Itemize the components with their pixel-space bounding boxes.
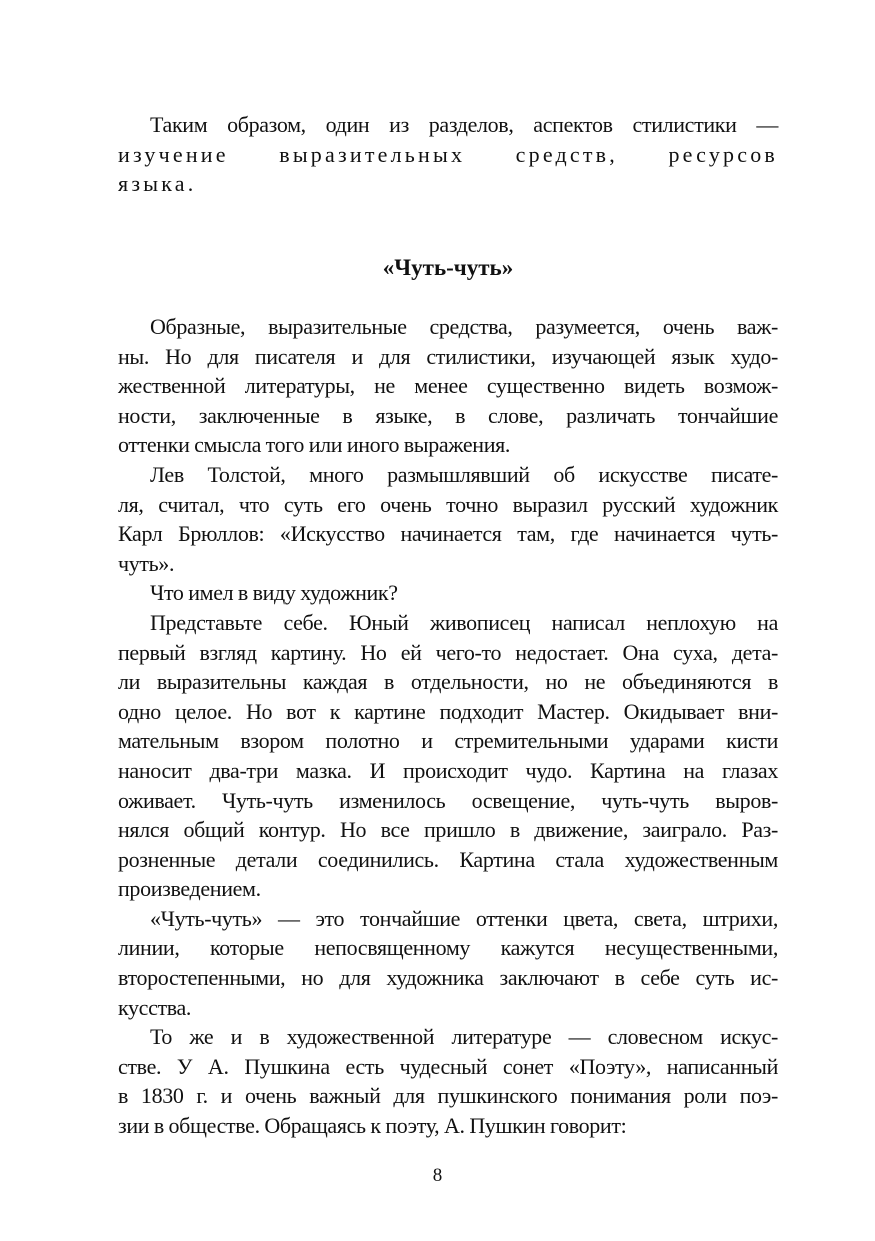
text-line: изучение выразительных средств, ресурсов — [118, 141, 778, 167]
text-line: ны. Но для писателя и для стилистики, изучающей язык худо- — [118, 343, 778, 369]
text-line: зии в обществе. Обращаясь к поэту, А. Пушкин говорит: — [118, 1113, 627, 1139]
text-line: оживает. Чуть-чуть изменилось освещение, чуть-чуть выров- — [118, 787, 778, 813]
paragraph — [118, 1022, 778, 1140]
text-line: ля, считал, что суть его очень точно выразил русский художник — [118, 491, 778, 517]
text-line: Образные, выразительные средства, разумеется, очень важ- — [150, 314, 778, 339]
text-line: одно целое. Но вот к картине подходит Мастер. Окидывает вни- — [118, 698, 778, 724]
text-line: в 1830 г. и очень важный для пушкинского понимания роли поэ- — [118, 1083, 778, 1109]
text-line: линии, которые непосвященному кажутся несущественными, — [118, 935, 778, 961]
section-heading: «Чуть-чуть» — [382, 255, 514, 280]
text-line: оттенки смысла того или иного выражения. — [118, 432, 511, 458]
text-line: второстепенными, но для художника заключают в себе суть ис- — [118, 965, 778, 991]
paragraph — [118, 460, 778, 578]
text-line: ности, заключенные в языке, в слове, различать тончайшие — [118, 402, 778, 428]
text-line: жественной литературы, не менее существенно видеть возмож- — [118, 373, 778, 399]
text-line: Таким образом, один из разделов, аспектов стилистики — — [150, 112, 778, 137]
text-line: То же и в художественной литературе — словесном искус- — [150, 1024, 778, 1050]
intro-paragraph — [118, 110, 778, 199]
section-body — [118, 312, 778, 1141]
paragraph — [118, 312, 778, 460]
paragraph — [118, 904, 778, 1022]
paragraph — [118, 608, 778, 904]
text-line: розненные детали соединились. Картина стала художественным — [118, 846, 778, 872]
text-line: произведением. — [118, 876, 261, 902]
text-line: ли выразительны каждая в отдельности, но не объединяются в — [118, 669, 778, 695]
text-line: кусства. — [118, 994, 192, 1020]
text-line: чуть». — [118, 550, 175, 576]
text-line: Представьте себе. Юный живописец написал неплохую на — [150, 609, 778, 635]
text-line: стве. У А. Пушкина есть чудесный сонет «Поэту», написанный — [118, 1053, 778, 1079]
text-line: Карл Брюллов: «Искусство начинается там, где начинается чуть- — [118, 521, 778, 547]
text-line: нялся общий контур. Но все пришло в движение, заиграло. Раз- — [118, 817, 778, 843]
page-number: 8 — [432, 1165, 443, 1186]
text-line: языка. — [118, 171, 197, 197]
text-line: «Чуть-чуть» — это тончайшие оттенки цвета, света, штрихи, — [150, 905, 778, 931]
text-line: Что имел в виду художник? — [150, 580, 398, 606]
paragraph — [118, 578, 778, 608]
text-line: наносит два-три мазка. И происходит чудо. Картина на глазах — [118, 757, 778, 783]
text-line: мательным взором полотно и стремительными ударами кисти — [118, 728, 778, 754]
text-line: Лев Толстой, много размышлявший об искусстве писате- — [150, 461, 778, 487]
text-line: первый взгляд картину. Но ей чего-то недостает. Она суха, дета- — [118, 639, 778, 665]
